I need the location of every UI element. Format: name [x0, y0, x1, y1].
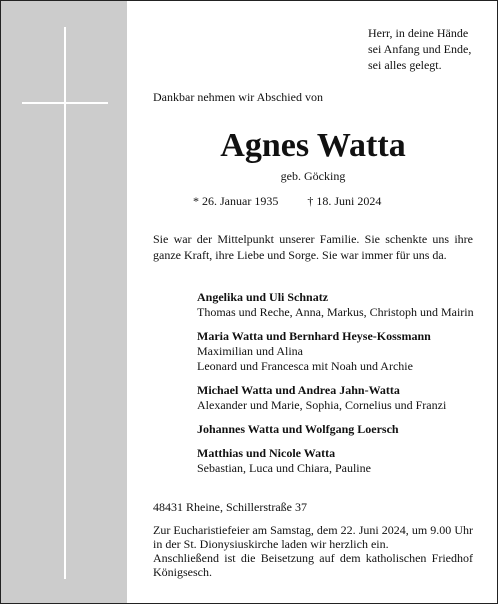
- family-head: Maria Watta und Bernhard Heyse-Kossmann: [197, 329, 431, 343]
- family-address: 48431 Rheine, Schillerstraße 37: [153, 500, 307, 514]
- family-members: Sebastian, Luca und Chiara, Pauline: [197, 461, 371, 475]
- verse-line: sei alles gelegt.: [368, 58, 442, 72]
- family-head: Matthias und Nicole Watta: [197, 446, 336, 460]
- cross-horizontal-bar: [22, 102, 108, 104]
- family-members: Thomas und Reche, Anna, Markus, Christoph und Mairin: [197, 305, 474, 319]
- family-head: Angelika und Uli Schnatz: [197, 290, 329, 304]
- verse-line: Herr, in deine Hände: [368, 26, 469, 40]
- life-dates: [193, 193, 453, 209]
- family-group: [197, 382, 487, 413]
- grey-side-band: [1, 1, 127, 603]
- family-head: Johannes Watta und Wolfgang Loersch: [197, 422, 399, 436]
- tribute-text: Sie war der Mittelpunkt unserer Familie. Sie schenkte uns ihre ganze Kraft, ihre Liebe und Sorge. Sie war immer für uns da.: [153, 232, 473, 262]
- maiden-name: geb. Göcking: [280, 169, 346, 183]
- family-group: [197, 445, 487, 476]
- family-members: Maximilian und Alina: [197, 344, 303, 358]
- birth-date: * 26. Januar 1935: [193, 194, 279, 208]
- notice-content: [153, 1, 473, 603]
- ceremony-info: [153, 523, 473, 579]
- verse-line: sei Anfang und Ende,: [368, 42, 472, 56]
- intro-text: Dankbar nehmen wir Abschied von: [153, 90, 323, 104]
- family-group: [197, 289, 487, 320]
- cross-vertical-bar: [64, 27, 66, 579]
- burial-info: Anschließend ist die Beisetzung auf dem katholischen Friedhof Königsesch.: [153, 551, 473, 579]
- deceased-name: Agnes Watta: [220, 127, 406, 164]
- family-group: [197, 328, 487, 374]
- family-members: Leonard und Francesca mit Noah und Archie: [197, 359, 413, 373]
- family-head: Michael Watta und Andrea Jahn-Watta: [197, 383, 400, 397]
- death-date: † 18. Juni 2024: [307, 194, 382, 208]
- bible-verse: [368, 25, 488, 73]
- mourners-list: [197, 289, 487, 484]
- family-members: Alexander und Marie, Sophia, Cornelius und Franzi: [197, 398, 447, 412]
- family-group: [197, 421, 487, 437]
- mass-invitation: Zur Eucharistiefeier am Samstag, dem 22. Juni 2024, um 9.00 Uhr in der St. Dionysiuskirche laden wir herzlich ein.: [153, 523, 473, 551]
